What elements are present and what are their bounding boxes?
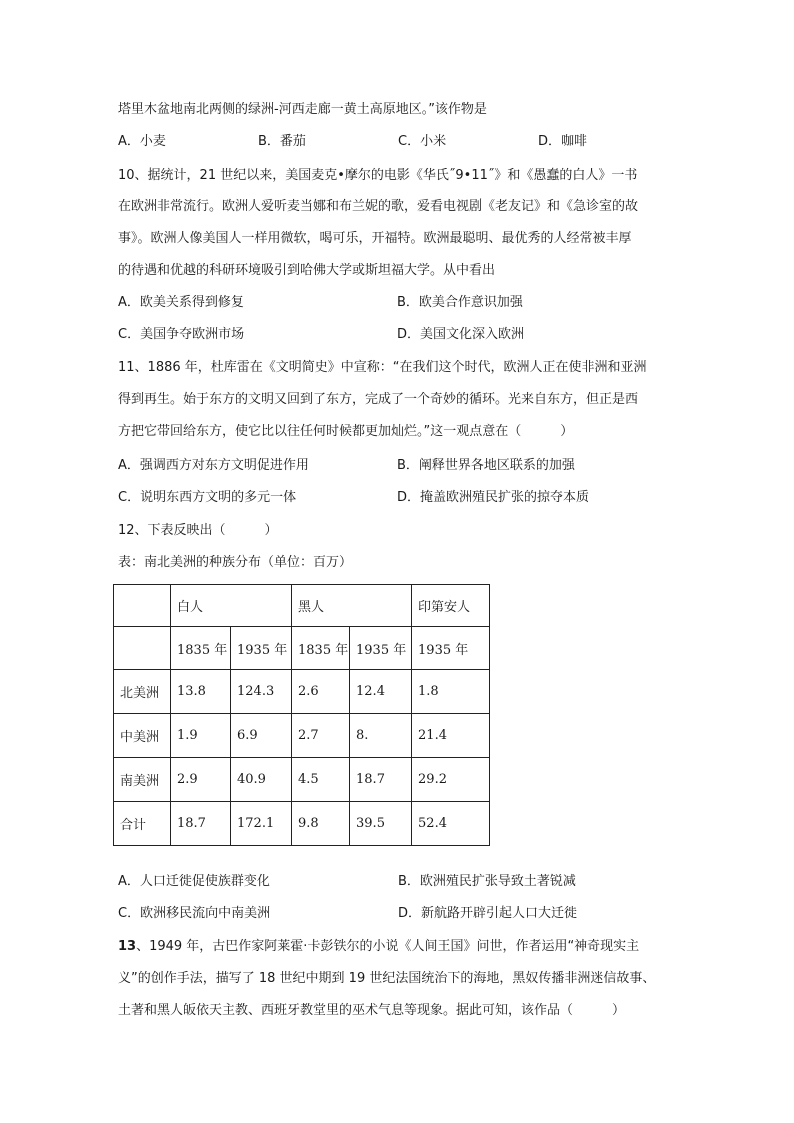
value-cell: 29.2	[412, 758, 490, 802]
question-10-text-4: 的待遇和优越的科研环境吸引到哈佛大学或斯坦福大学。从中看出	[118, 263, 496, 278]
year-cell: 1835 年	[292, 627, 350, 670]
question-11-text-2: 得到再生。始于东方的文明又回到了东方，完成了一个奇妙的循环。光来自东方，但正是西	[118, 392, 639, 407]
value-cell: 124.3	[231, 670, 292, 714]
question-13-text-1	[118, 938, 639, 956]
year-cell: 1835 年	[171, 627, 231, 670]
q9-option-d[interactable]: D．咖啡	[538, 134, 588, 149]
q10-option-b[interactable]: B．欧美合作意识加强	[397, 295, 523, 310]
q12-option-b[interactable]: B．欧洲殖民扩张导致土著锐减	[398, 874, 576, 889]
question-10-text-1: 10、据统计，21 世纪以来，美国麦克•摩尔的电影《华氏˝9•11˝》和《愚蠢的白人》一书	[118, 168, 638, 183]
question-13-number: 13	[118, 939, 137, 954]
q12-option-c[interactable]: C．欧洲移民流向中南美洲	[118, 906, 271, 921]
table-corner-cell	[114, 585, 171, 627]
q12-option-d[interactable]: D．新航路开辟引起人口大迁徙	[398, 906, 578, 921]
value-cell: 9.8	[292, 802, 350, 846]
table-caption: 表：南北美洲的种族分布（单位：百万）	[118, 555, 353, 570]
question-10-text-2: 在欧洲非常流行。欧洲人爱听麦当娜和布兰妮的歌，爱看电视剧《老友记》和《急诊室的故	[118, 199, 639, 214]
year-cell: 1935 年	[231, 627, 292, 670]
q9-option-b[interactable]: B．番茄	[258, 134, 306, 149]
value-cell: 1.8	[412, 670, 490, 714]
table-row	[114, 714, 490, 758]
value-cell: 12.4	[350, 670, 412, 714]
region-cell: 中美洲	[114, 714, 171, 758]
header-indian: 印第安人	[412, 585, 490, 627]
value-cell: 2.6	[292, 670, 350, 714]
q12-option-a[interactable]: A．人口迁徙促使族群变化	[118, 874, 270, 889]
race-distribution-table	[113, 584, 490, 846]
table-row	[114, 670, 490, 714]
value-cell: 18.7	[171, 802, 231, 846]
q10-option-d[interactable]: D．美国文化深入欧洲	[397, 327, 525, 342]
value-cell: 18.7	[350, 758, 412, 802]
value-cell: 1.9	[171, 714, 231, 758]
q10-option-a[interactable]: A．欧美关系得到修复	[118, 295, 244, 310]
question-12-text: 12、下表反映出（ ）	[118, 523, 278, 538]
value-cell: 39.5	[350, 802, 412, 846]
q9-option-c[interactable]: C．小米	[398, 134, 447, 149]
value-cell: 6.9	[231, 714, 292, 758]
table-row	[114, 802, 490, 846]
value-cell: 21.4	[412, 714, 490, 758]
value-cell: 2.9	[171, 758, 231, 802]
question-10-text-3: 事》。欧洲人像美国人一样用微软，喝可乐，开福特。欧洲最聪明、最优秀的人经常被丰厚	[118, 231, 632, 246]
q11-option-d[interactable]: D．掩盖欧洲殖民扩张的掠夺本质	[397, 490, 590, 505]
question-13-text-3: 土著和黑人皈依天主教、西班牙教堂里的巫术气息等现象。据此可知，该作品（ ）	[118, 1003, 626, 1018]
year-corner-cell	[114, 627, 171, 670]
value-cell: 2.7	[292, 714, 350, 758]
question-9-text: 塔里木盆地南北两侧的绿洲-河西走廊一黄土高原地区。”该作物是	[118, 102, 487, 117]
question-13-text-1-body: 、1949 年，古巴作家阿莱霍·卡彭铁尔的小说《人间王国》问世，作者运用“神奇现实主	[136, 939, 640, 954]
table-row	[114, 758, 490, 802]
q11-option-b[interactable]: B．阐释世界各地区联系的加强	[397, 458, 575, 473]
q9-option-a[interactable]: A．小麦	[118, 134, 166, 149]
value-cell: 172.1	[231, 802, 292, 846]
region-cell: 南美洲	[114, 758, 171, 802]
table-year-row	[114, 627, 490, 670]
region-cell: 北美洲	[114, 670, 171, 714]
question-13-text-2: 义”的创作手法，描写了 18 世纪中期到 19 世纪法国统治下的海地，黑奴传播非洲迷信故事、	[118, 971, 656, 986]
value-cell: 13.8	[171, 670, 231, 714]
value-cell: 4.5	[292, 758, 350, 802]
q10-option-c[interactable]: C．美国争夺欧洲市场	[118, 327, 245, 342]
year-cell: 1935 年	[412, 627, 490, 670]
table-header-row	[114, 585, 490, 627]
value-cell: 8.	[350, 714, 412, 758]
year-cell: 1935 年	[350, 627, 412, 670]
question-11-text-3: 方把它带回给东方，使它比以往任何时候都更加灿烂。”这一观点意在（ ）	[118, 424, 574, 439]
q11-option-a[interactable]: A．强调西方对东方文明促进作用	[118, 458, 309, 473]
question-11-text-1: 11、1886 年，杜库雷在《文明简史》中宣称：“在我们这个时代，欧洲人正在使非洲和亚洲	[118, 360, 647, 375]
q11-option-c[interactable]: C．说明东西方文明的多元一体	[118, 490, 297, 505]
header-white: 白人	[171, 585, 292, 627]
value-cell: 52.4	[412, 802, 490, 846]
header-black: 黑人	[292, 585, 412, 627]
region-cell: 合计	[114, 802, 171, 846]
value-cell: 40.9	[231, 758, 292, 802]
